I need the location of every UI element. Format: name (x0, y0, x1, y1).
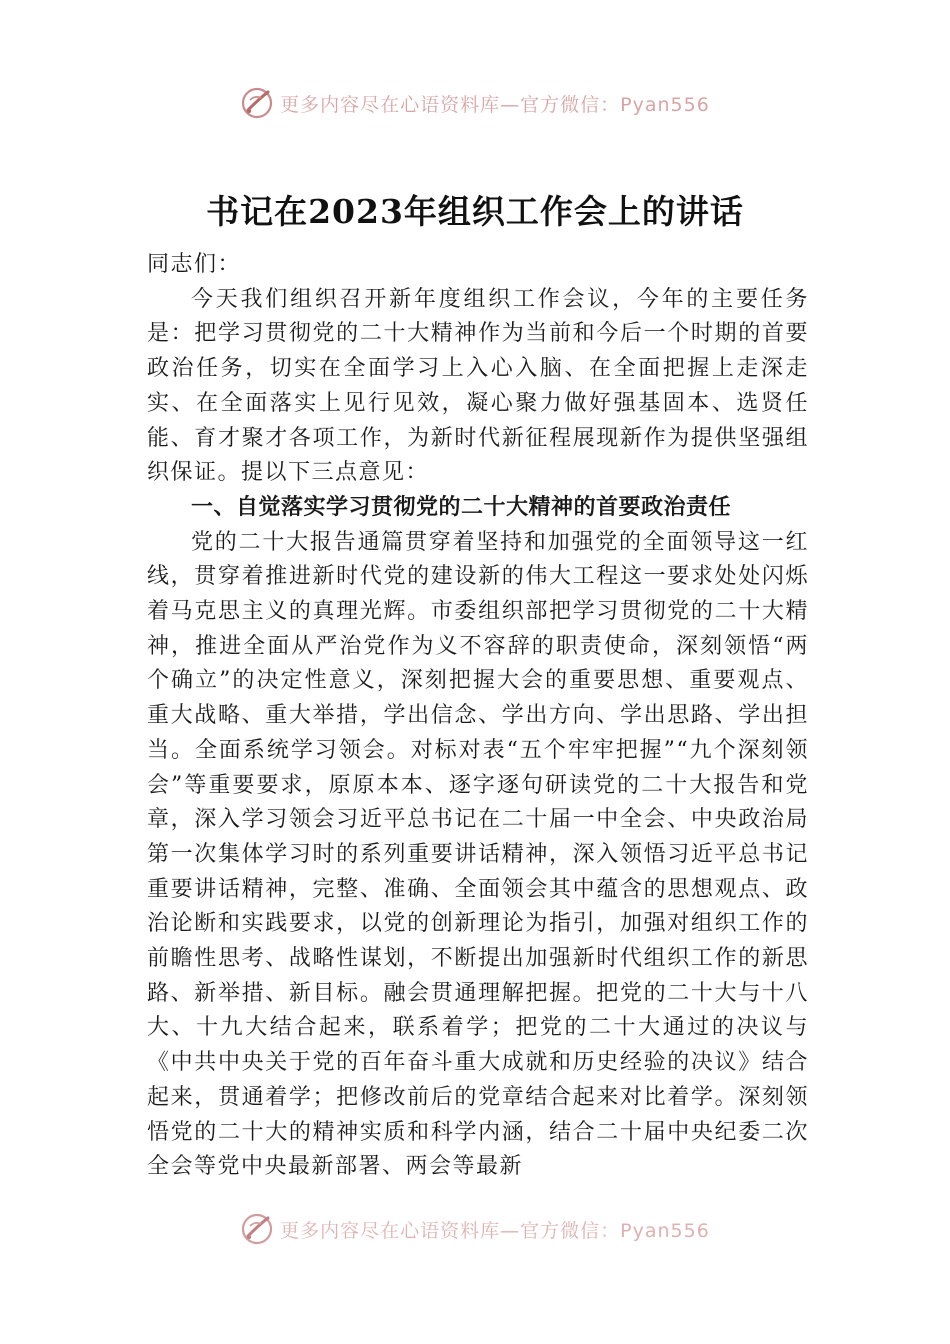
watermark-text: 更多内容尽在心语资料库—官方微信：Pyan556 (280, 93, 710, 116)
brush-logo-icon (240, 86, 274, 120)
watermark-header (0, 86, 950, 120)
watermark-text: 更多内容尽在心语资料库—官方微信：Pyan556 (280, 1219, 710, 1242)
section-heading: 一、自觉落实学习贯彻党的二十大精神的首要政治责任 (191, 494, 732, 520)
watermark-footer (0, 1212, 950, 1246)
brush-logo-icon (240, 1212, 274, 1246)
intro-paragraph: 今天我们组织召开新年度组织工作会议，今年的主要任务是：把学习贯彻党的二十大精神作为当前和今后一个时期的首要政治任务，切实在全面学习上入心入脑、在全面把握上走深走实、在全面落实上见行见效，凝心聚力做好强基固本、选贤任能、育才聚才各项工作，为新时代新征程展现新作为提供坚强组织保证。提以下三点意见： (147, 286, 809, 486)
document-title: 书记在2023年组织工作会上的讲话 (206, 192, 744, 231)
salutation: 同志们： (147, 252, 242, 277)
document-body (147, 248, 809, 1185)
body-paragraph: 党的二十大报告通篇贯穿着坚持和加强党的全面领导这一红线，贯穿着推进新时代党的建设新的伟大工程这一要求处处闪烁着马克思主义的真理光辉。市委组织部把学习贯彻党的二十大精神，推进全面从严治党作为义不容辞的职责使命，深刻领悟“两个确立”的决定性意义，深刻把握大会的重要思想、重要观点、重大战略、重大举措，学出信念、学出方向、学出思路、学出担当。全面系统学习领会。对标对表“五个牢牢把握”“九个深刻领会”等重要要求，原原本本、逐字逐句研读党的二十大报告和党章，深入学习领会习近平总书记在二十届一中全会、中央政治局第一次集体学习时的系列重要讲话精神，深入领悟习近平总书记重要讲话精神，完整、准确、全面领会其中蕴含的思想观点、政治论断和实践要求，以党的创新理论为指引，加强对组织工作的前瞻性思考、战略性谋划，不断提出加强新时代组织工作的新思路、新举措、新目标。融会贯通理解把握。把党的二十大与十八大、十九大结合起来，联系着学；把党的二十大通过的决议与《中共中央关于党的百年奋斗重大成就和历史经验的决议》结合起来，贯通着学；把修改前后的党章结合起来对比着学。深刻领悟党的二十大的精神实质和科学内涵，结合二十届中央纪委二次全会等党中央最新部署、两会等最新 (147, 529, 809, 1180)
